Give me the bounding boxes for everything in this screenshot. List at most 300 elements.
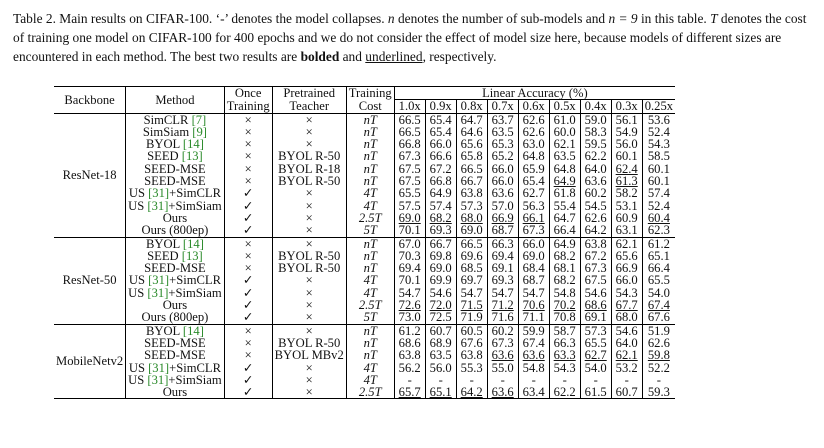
accuracy-cell: 64.9 — [549, 175, 580, 187]
results-table — [54, 86, 675, 399]
training-cost-cell: nT — [346, 250, 394, 262]
accuracy-cell: 63.5 — [487, 126, 518, 138]
accuracy-cell: 62.1 — [549, 138, 580, 150]
header-once-2: Training — [224, 100, 272, 113]
header-ratio: 0.6x — [518, 100, 549, 113]
accuracy-cell: 63.1 — [611, 224, 642, 237]
teacher-cell: × — [272, 362, 346, 374]
accuracy-cell: 69.8 — [425, 250, 456, 262]
accuracy-cell: - — [549, 374, 580, 386]
accuracy-cell: 59.9 — [518, 324, 549, 337]
caption-end: , respectively. — [422, 49, 497, 64]
accuracy-cell: 68.6 — [580, 299, 611, 311]
citation-link: [31] — [147, 372, 169, 387]
teacher-cell: × — [272, 311, 346, 324]
caption-text-4: denotes the cost of training one model on CIFAR-100 for 400 epochs and we do not consider the effect of model size here, because models of different sizes are encountered in each method. The best two results are — [13, 11, 807, 64]
accuracy-cell: 54.8 — [518, 362, 549, 374]
accuracy-cell: 66.4 — [549, 224, 580, 237]
method-name: BYOL — [145, 323, 183, 338]
once-training-cell: ✓ — [224, 287, 272, 299]
header-method: Method — [126, 87, 225, 114]
citation-link: [31] — [148, 186, 170, 201]
accuracy-cell: 68.4 — [518, 262, 549, 274]
citation-link: [31] — [147, 285, 169, 300]
accuracy-cell: 65.6 — [611, 250, 642, 262]
accuracy-cell: 66.0 — [425, 138, 456, 150]
teacher-cell: BYOL R-50 — [272, 337, 346, 349]
accuracy-cell: 67.2 — [425, 163, 456, 175]
accuracy-cell: 64.8 — [518, 150, 549, 162]
accuracy-cell: 69.1 — [580, 311, 611, 324]
accuracy-cell: - — [518, 374, 549, 386]
header-ratio: 0.7x — [487, 100, 518, 113]
accuracy-cell: 52.2 — [647, 360, 670, 375]
accuracy-cell: 67.5 — [394, 175, 425, 187]
training-cost-cell: 4T — [346, 374, 394, 386]
accuracy-cell: 62.6 — [518, 126, 549, 138]
accuracy-cell: 67.6 — [642, 311, 675, 324]
method-name: SEED-MSE — [144, 261, 206, 276]
accuracy-cell: - — [487, 374, 518, 386]
method-suffix: +SimCLR — [169, 186, 221, 201]
training-cost-cell: 5T — [346, 311, 394, 324]
accuracy-cell: 54.6 — [611, 324, 642, 337]
accuracy-cell: 59.3 — [642, 386, 675, 399]
accuracy-cell: 57.4 — [425, 200, 456, 212]
method-suffix: +SimCLR — [169, 360, 221, 375]
citation-link: [14] — [182, 323, 204, 338]
teacher-cell: BYOL MBv2 — [272, 349, 346, 361]
accuracy-cell: 61.2 — [394, 324, 425, 337]
accuracy-cell: 54.0 — [580, 362, 611, 374]
accuracy-cell: - — [580, 374, 611, 386]
accuracy-cell: 62.1 — [611, 349, 642, 361]
caption-n-eq: n = 9 — [608, 11, 638, 26]
citation-link: [13] — [181, 149, 203, 164]
accuracy-cell: 62.2 — [580, 150, 611, 162]
accuracy-cell: 52.4 — [647, 198, 670, 213]
caption-text-1: Main results on CIFAR-100. ‘-’ denotes the model collapses. — [55, 11, 388, 26]
caption-label: Table 2. — [13, 11, 56, 26]
once-training-cell: × — [224, 175, 272, 187]
table-caption — [13, 9, 813, 66]
accuracy-cell: 70.6 — [518, 299, 549, 311]
accuracy-cell: 66.1 — [518, 212, 549, 224]
accuracy-cell: 51.9 — [647, 323, 670, 338]
accuracy-cell: 62.6 — [647, 335, 670, 350]
accuracy-cell: 63.5 — [549, 150, 580, 162]
accuracy-cell: 65.7 — [394, 386, 425, 399]
accuracy-cell: 69.3 — [487, 274, 518, 286]
accuracy-cell: 68.0 — [456, 212, 487, 224]
accuracy-cell: 67.5 — [580, 274, 611, 286]
accuracy-cell: 66.5 — [456, 237, 487, 250]
method-suffix: +SimSiam — [168, 198, 222, 213]
accuracy-cell: 65.6 — [456, 138, 487, 150]
accuracy-cell: 56.0 — [425, 362, 456, 374]
training-cost-cell: 4T — [346, 187, 394, 199]
header-ratio: 0.8x — [456, 100, 487, 113]
accuracy-cell: 66.0 — [611, 274, 642, 286]
accuracy-cell: 63.4 — [518, 386, 549, 399]
accuracy-cell: 62.6 — [518, 113, 549, 126]
accuracy-cell: 64.9 — [425, 187, 456, 199]
method-cell — [126, 311, 225, 324]
method-name: SEED-MSE — [144, 174, 206, 189]
method-name: US — [128, 198, 148, 213]
accuracy-cell: 58.5 — [647, 149, 670, 164]
accuracy-cell: 65.5 — [647, 273, 670, 288]
accuracy-cell: 63.6 — [487, 386, 518, 399]
accuracy-cell: 68.5 — [456, 262, 487, 274]
accuracy-cell: 66.3 — [487, 237, 518, 250]
accuracy-cell: 63.7 — [487, 113, 518, 126]
caption-bold-word: bolded — [300, 49, 340, 64]
accuracy-cell: 69.0 — [394, 212, 425, 224]
header-ratio: 0.25x — [642, 100, 675, 113]
method-name: US — [128, 273, 149, 288]
accuracy-cell: 65.2 — [487, 150, 518, 162]
accuracy-cell: 60.7 — [425, 324, 456, 337]
method-name: Ours — [162, 210, 188, 225]
caption-and: and — [339, 49, 366, 64]
accuracy-cell: 53.2 — [611, 362, 642, 374]
accuracy-cell: 68.2 — [549, 274, 580, 286]
header-ratio: 0.5x — [549, 100, 580, 113]
training-cost-cell: 2.5T — [346, 386, 394, 399]
teacher-cell: × — [272, 374, 346, 386]
training-cost-cell: nT — [346, 163, 394, 175]
accuracy-cell: 69.0 — [518, 250, 549, 262]
citation-link: [9] — [192, 124, 207, 139]
accuracy-cell: 68.9 — [425, 337, 456, 349]
accuracy-cell: 66.9 — [611, 262, 642, 274]
accuracy-cell: 68.7 — [518, 274, 549, 286]
training-cost-cell: 4T — [346, 200, 394, 212]
accuracy-cell: 73.0 — [394, 311, 425, 324]
accuracy-cell: 66.3 — [549, 337, 580, 349]
accuracy-cell: 61.5 — [580, 386, 611, 399]
accuracy-cell: 66.0 — [487, 163, 518, 175]
accuracy-cell: - — [394, 374, 425, 386]
accuracy-cell: 66.8 — [425, 175, 456, 187]
citation-link: [14] — [182, 236, 204, 251]
accuracy-cell: 60.2 — [487, 324, 518, 337]
training-cost-cell: 2.5T — [346, 212, 394, 224]
accuracy-cell: 67.0 — [394, 237, 425, 250]
once-training-cell: ✓ — [224, 374, 272, 386]
header-backbone: Backbone — [54, 87, 126, 114]
once-training-cell: × — [224, 150, 272, 162]
once-training-cell: × — [224, 126, 272, 138]
backbone-cell: ResNet-18 — [54, 113, 126, 237]
method-suffix: +SimCLR — [169, 273, 221, 288]
accuracy-cell: 67.5 — [394, 163, 425, 175]
once-training-cell: × — [224, 113, 272, 126]
teacher-cell: BYOL R-50 — [272, 175, 346, 187]
accuracy-cell: 67.4 — [518, 337, 549, 349]
accuracy-cell: 66.6 — [425, 150, 456, 162]
training-cost-cell: nT — [346, 126, 394, 138]
accuracy-cell: 53.1 — [611, 200, 642, 212]
accuracy-cell: 60.5 — [456, 324, 487, 337]
accuracy-cell: 66.5 — [394, 126, 425, 138]
accuracy-cell: - — [656, 372, 661, 387]
accuracy-cell: 63.8 — [456, 349, 487, 361]
accuracy-cell: 65.1 — [647, 248, 670, 263]
training-cost-cell: 4T — [346, 362, 394, 374]
training-cost-cell: 2.5T — [346, 299, 394, 311]
method-name: SEED-MSE — [144, 161, 206, 176]
accuracy-cell: 57.3 — [580, 324, 611, 337]
results-body — [54, 113, 675, 399]
once-training-cell: ✓ — [224, 299, 272, 311]
once-training-cell: × — [224, 337, 272, 349]
accuracy-cell: 66.5 — [456, 163, 487, 175]
accuracy-cell: 68.1 — [549, 262, 580, 274]
accuracy-cell: 61.0 — [549, 113, 580, 126]
once-training-cell: × — [224, 324, 272, 337]
accuracy-cell: 72.0 — [425, 299, 456, 311]
accuracy-cell: 62.7 — [580, 349, 611, 361]
teacher-cell: × — [272, 299, 346, 311]
accuracy-cell: 60.1 — [647, 161, 670, 176]
accuracy-cell: 59.8 — [647, 348, 670, 363]
accuracy-cell: 54.7 — [394, 287, 425, 299]
accuracy-cell: 64.7 — [456, 113, 487, 126]
table-row — [54, 311, 675, 324]
accuracy-cell: 62.3 — [642, 224, 675, 237]
accuracy-cell: 65.8 — [456, 150, 487, 162]
accuracy-cell: - — [456, 374, 487, 386]
accuracy-cell: 66.7 — [456, 175, 487, 187]
method-name: US — [128, 360, 149, 375]
teacher-cell: × — [272, 386, 346, 399]
caption-t-var: T — [710, 11, 718, 26]
accuracy-cell: 60.0 — [549, 126, 580, 138]
accuracy-cell: 67.2 — [580, 250, 611, 262]
accuracy-cell: 70.8 — [549, 311, 580, 324]
accuracy-cell: 68.6 — [394, 337, 425, 349]
header-pretrained-2: Teacher — [272, 100, 346, 113]
teacher-cell: × — [272, 200, 346, 212]
accuracy-cell: 65.4 — [518, 175, 549, 187]
accuracy-cell: 62.4 — [611, 163, 642, 175]
training-cost-cell: nT — [346, 262, 394, 274]
citation-link: [31] — [148, 273, 170, 288]
accuracy-cell: 54.5 — [580, 200, 611, 212]
accuracy-cell: 64.8 — [549, 163, 580, 175]
header-once-1: Once — [224, 87, 272, 100]
method-name: Ours — [162, 298, 188, 313]
accuracy-cell: 69.1 — [487, 262, 518, 274]
training-cost-cell: 4T — [346, 274, 394, 286]
teacher-cell: × — [272, 237, 346, 250]
accuracy-cell: 54.3 — [647, 137, 670, 152]
accuracy-cell: 56.3 — [518, 200, 549, 212]
teacher-cell: × — [272, 224, 346, 237]
training-cost-cell: nT — [346, 138, 394, 150]
accuracy-cell: 57.0 — [487, 200, 518, 212]
once-training-cell: ✓ — [224, 212, 272, 224]
once-training-cell: ✓ — [224, 386, 272, 399]
accuracy-cell: 63.6 — [487, 349, 518, 361]
training-cost-cell: 4T — [346, 287, 394, 299]
accuracy-cell: 55.0 — [487, 362, 518, 374]
accuracy-cell: 64.0 — [580, 163, 611, 175]
header-ratio: 0.3x — [611, 100, 642, 113]
accuracy-cell: 70.2 — [549, 299, 580, 311]
training-cost-cell: 5T — [346, 224, 394, 237]
accuracy-cell: 58.7 — [549, 324, 580, 337]
accuracy-cell: 69.6 — [456, 250, 487, 262]
accuracy-cell: 69.3 — [425, 224, 456, 237]
accuracy-cell: 64.2 — [580, 224, 611, 237]
header-row-1 — [54, 87, 675, 100]
accuracy-cell: 63.8 — [580, 237, 611, 250]
accuracy-cell: 63.8 — [456, 187, 487, 199]
accuracy-cell: 54.6 — [425, 287, 456, 299]
accuracy-cell: 54.3 — [611, 287, 642, 299]
accuracy-cell: 67.3 — [487, 337, 518, 349]
method-name: SimCLR — [143, 112, 192, 127]
accuracy-cell: 63.8 — [394, 349, 425, 361]
accuracy-cell: 63.0 — [518, 138, 549, 150]
training-cost-cell: nT — [346, 150, 394, 162]
accuracy-cell: 65.4 — [425, 126, 456, 138]
accuracy-cell: 54.8 — [549, 287, 580, 299]
accuracy-cell: 61.3 — [611, 175, 642, 187]
accuracy-cell: 66.9 — [487, 212, 518, 224]
method-suffix: +SimSiam — [168, 285, 222, 300]
accuracy-cell: 63.6 — [487, 187, 518, 199]
accuracy-cell: 64.0 — [611, 337, 642, 349]
accuracy-cell: 62.1 — [611, 237, 642, 250]
method-name: US — [128, 285, 148, 300]
teacher-cell: BYOL R-18 — [272, 163, 346, 175]
accuracy-cell: 54.7 — [487, 287, 518, 299]
accuracy-cell: 63.3 — [549, 349, 580, 361]
method-name: SEED-MSE — [144, 335, 206, 350]
accuracy-cell: 62.7 — [518, 187, 549, 199]
method-name: Ours (800ep) — [141, 223, 209, 238]
header-linear-accuracy: Linear Accuracy (%) — [394, 87, 675, 100]
accuracy-cell: 65.9 — [518, 163, 549, 175]
accuracy-cell: 60.4 — [647, 210, 670, 225]
accuracy-cell: 57.4 — [647, 186, 670, 201]
accuracy-cell: 61.2 — [647, 236, 670, 251]
backbone-cell: ResNet-50 — [54, 237, 126, 324]
citation-link: [31] — [147, 198, 169, 213]
accuracy-cell: 72.6 — [394, 299, 425, 311]
accuracy-cell: 60.1 — [647, 174, 670, 189]
once-training-cell: × — [224, 163, 272, 175]
teacher-cell: × — [272, 287, 346, 299]
accuracy-cell: 54.7 — [456, 287, 487, 299]
header-cost-1: Training — [346, 87, 394, 100]
teacher-cell: BYOL R-50 — [272, 150, 346, 162]
caption-underline-word: underlined — [365, 49, 423, 64]
accuracy-cell: 59.0 — [580, 113, 611, 126]
once-training-cell: ✓ — [224, 224, 272, 237]
caption-text-2: denotes the number of sub-models and — [394, 11, 609, 26]
accuracy-cell: 57.5 — [394, 200, 425, 212]
method-name: Ours — [162, 385, 188, 400]
teacher-cell: × — [272, 126, 346, 138]
accuracy-cell: 60.9 — [611, 212, 642, 224]
teacher-cell: BYOL R-50 — [272, 250, 346, 262]
accuracy-cell: 67.4 — [647, 298, 670, 313]
once-training-cell: ✓ — [224, 362, 272, 374]
accuracy-cell: 65.5 — [394, 187, 425, 199]
accuracy-cell: 71.1 — [518, 311, 549, 324]
once-training-cell: ✓ — [224, 200, 272, 212]
table-row — [54, 386, 675, 399]
accuracy-cell: 70.3 — [394, 250, 425, 262]
accuracy-cell: 53.6 — [647, 112, 670, 127]
accuracy-cell: 67.7 — [611, 299, 642, 311]
accuracy-cell: 63.5 — [425, 349, 456, 361]
accuracy-cell: 69.9 — [425, 274, 456, 286]
accuracy-cell: 68.7 — [487, 224, 518, 237]
accuracy-cell: 69.4 — [487, 250, 518, 262]
citation-link: [14] — [182, 137, 204, 152]
accuracy-cell: 64.6 — [456, 126, 487, 138]
training-cost-cell: nT — [346, 349, 394, 361]
training-cost-cell: nT — [346, 113, 394, 126]
method-name: SEED — [147, 149, 182, 164]
accuracy-cell: 65.1 — [425, 386, 456, 399]
accuracy-cell: 54.3 — [549, 362, 580, 374]
accuracy-cell: 70.1 — [394, 224, 425, 237]
header-ratio: 1.0x — [394, 100, 425, 113]
method-name: SEED — [147, 248, 182, 263]
accuracy-cell: 68.2 — [425, 212, 456, 224]
training-cost-cell: nT — [346, 237, 394, 250]
accuracy-cell: - — [611, 374, 642, 386]
accuracy-cell: 62.2 — [549, 386, 580, 399]
accuracy-cell: 66.0 — [487, 175, 518, 187]
accuracy-cell: 66.0 — [518, 237, 549, 250]
accuracy-cell: 66.4 — [647, 261, 670, 276]
method-name: BYOL — [145, 236, 183, 251]
citation-link: [13] — [181, 248, 203, 263]
accuracy-cell: 60.1 — [611, 150, 642, 162]
accuracy-cell: 69.4 — [394, 262, 425, 274]
training-cost-cell: nT — [346, 175, 394, 187]
teacher-cell: × — [272, 212, 346, 224]
citation-link: [31] — [148, 360, 170, 375]
accuracy-cell: 64.9 — [549, 237, 580, 250]
accuracy-cell: 65.5 — [580, 337, 611, 349]
accuracy-cell: 54.9 — [611, 126, 642, 138]
method-name: US — [128, 372, 148, 387]
accuracy-cell: 63.6 — [580, 175, 611, 187]
method-cell — [126, 224, 225, 237]
once-training-cell: × — [224, 349, 272, 361]
accuracy-cell: 59.5 — [580, 138, 611, 150]
teacher-cell: × — [272, 324, 346, 337]
once-training-cell: ✓ — [224, 187, 272, 199]
teacher-cell: × — [272, 138, 346, 150]
accuracy-cell: 65.4 — [425, 113, 456, 126]
method-name: SimSiam — [142, 124, 193, 139]
accuracy-cell: 57.3 — [456, 200, 487, 212]
accuracy-cell: 71.6 — [487, 311, 518, 324]
method-suffix: +SimSiam — [168, 372, 222, 387]
table-row — [54, 224, 675, 237]
once-training-cell: × — [224, 262, 272, 274]
